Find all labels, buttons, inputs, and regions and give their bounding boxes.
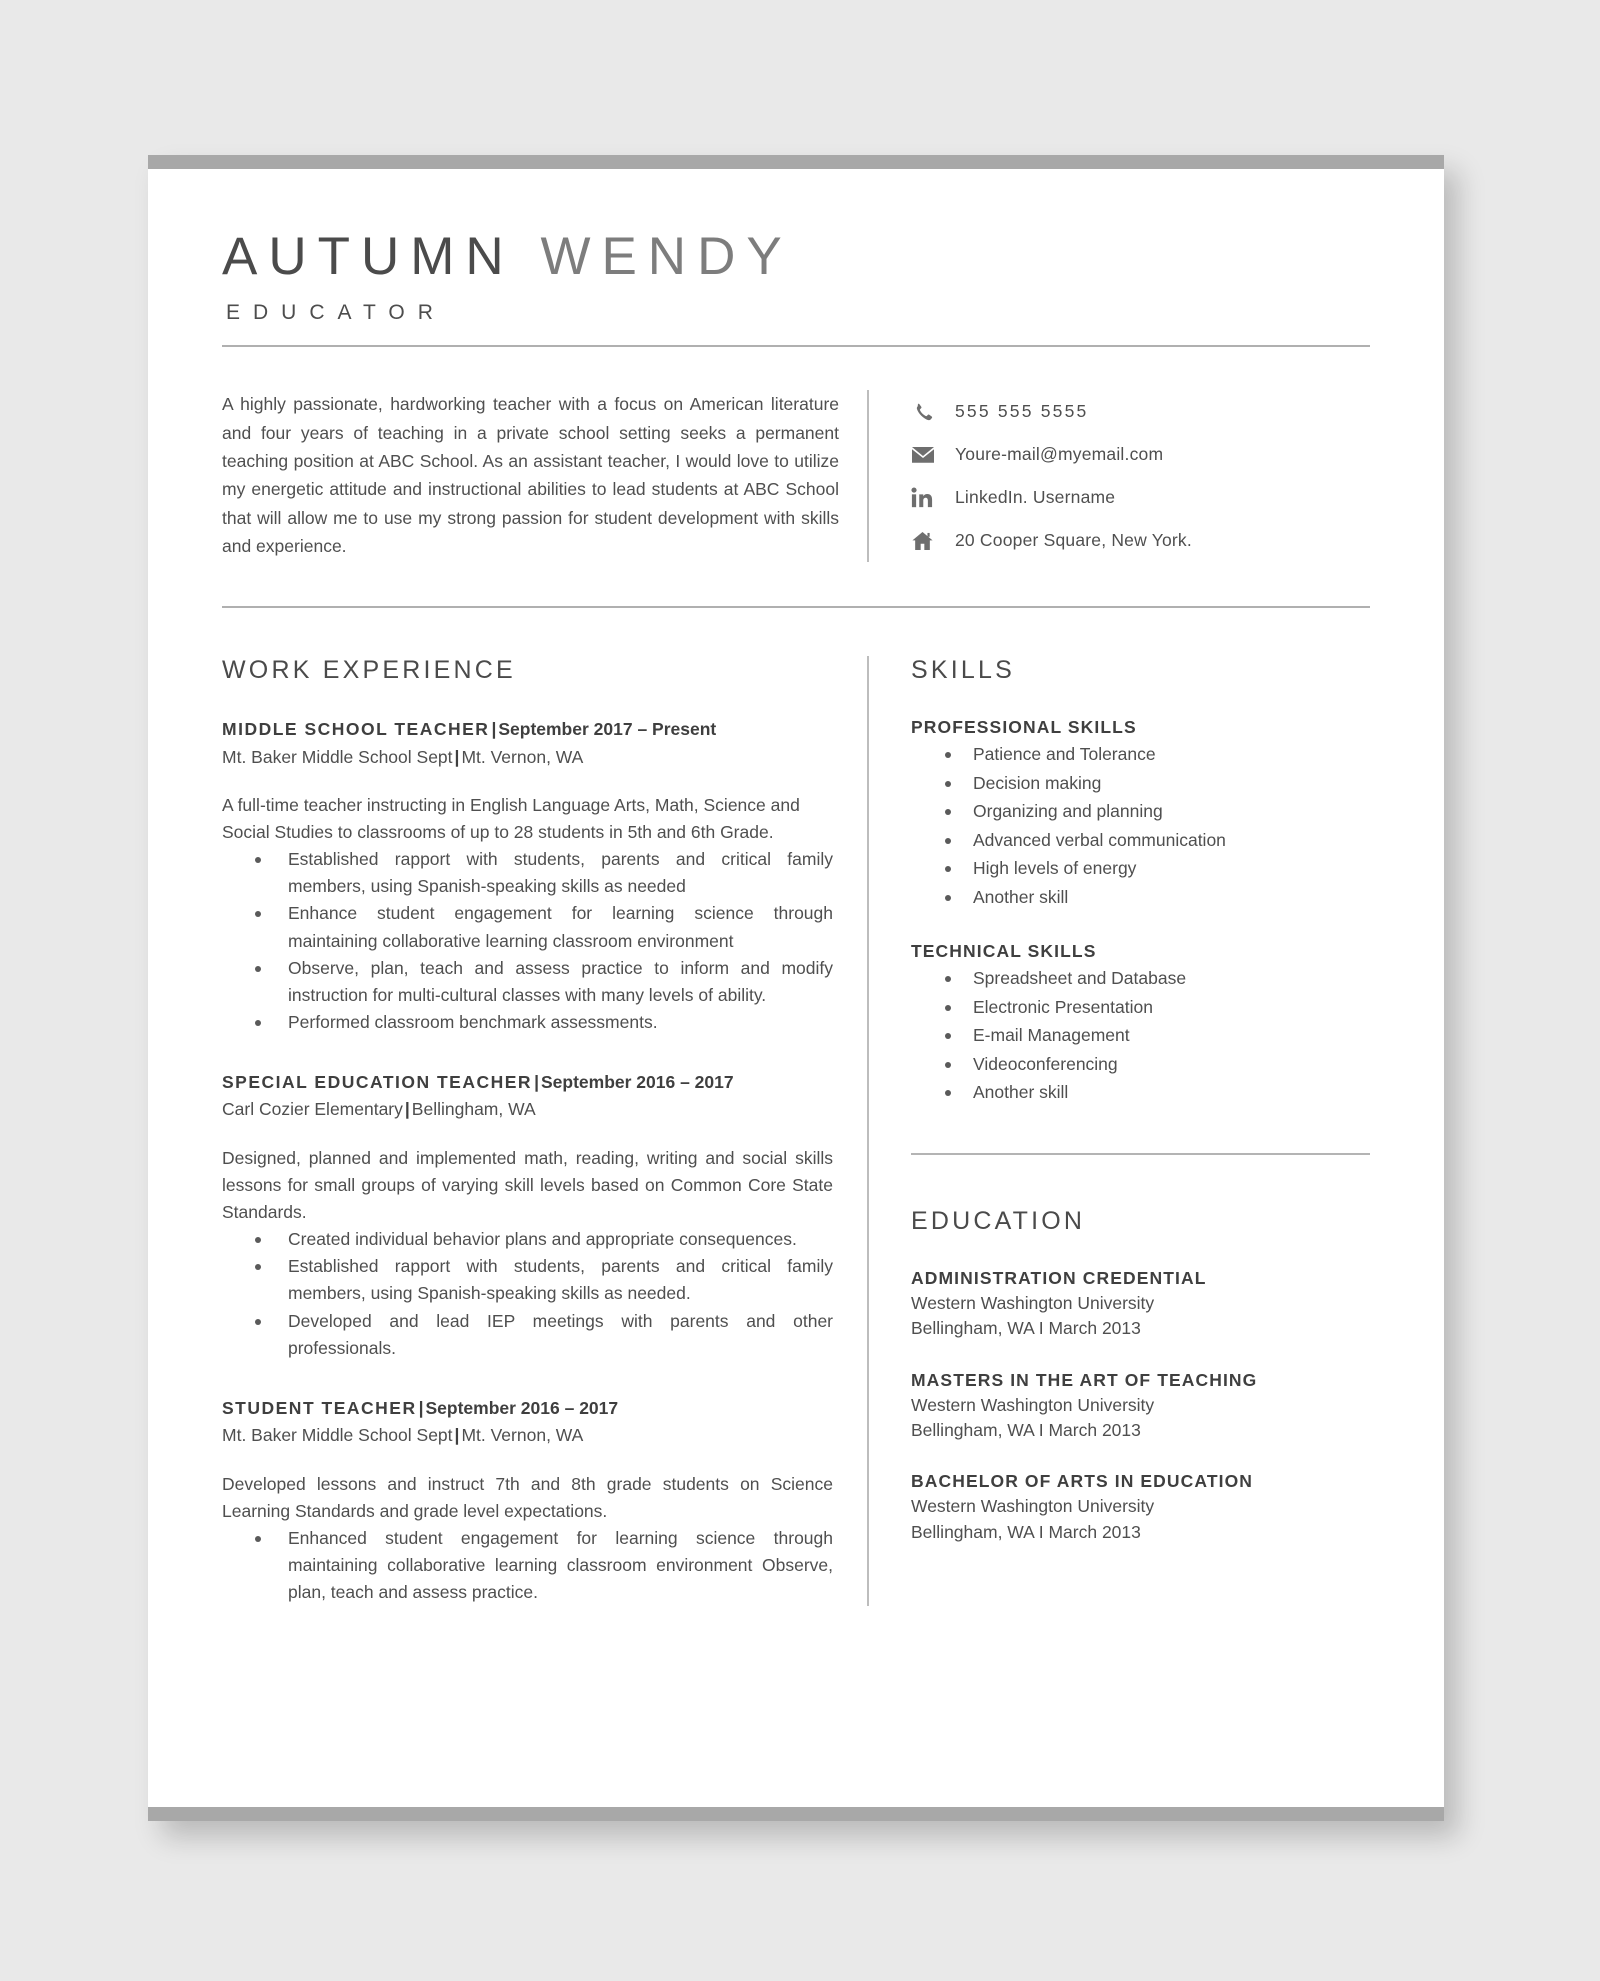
skill-item: Spreadsheet and Database <box>911 964 1370 993</box>
summary-contact-row <box>222 390 1370 562</box>
job-location-separator: | <box>454 1425 460 1446</box>
contact-item-linkedin[interactable] <box>911 476 1370 519</box>
skill-item: Another skill <box>911 883 1370 912</box>
education-detail: Bellingham, WA I March 2013 <box>911 1419 1141 1440</box>
job-title <box>222 717 833 742</box>
work-experience-title: WORK EXPERIENCE <box>222 656 516 685</box>
linkedin-icon <box>911 487 945 509</box>
skills-education-column <box>867 656 1370 1606</box>
education-degree: MASTERS IN THE ART OF TEACHING <box>911 1369 1258 1390</box>
education-school: Western Washington University <box>911 1292 1155 1313</box>
job-dates: September 2016 – 2017 <box>425 1397 619 1418</box>
job-company: Mt. Baker Middle School Sept <box>222 746 453 767</box>
skill-group-technical <box>911 941 1370 1107</box>
skill-item: Videoconferencing <box>911 1050 1370 1079</box>
job-dates: September 2016 – 2017 <box>540 1072 734 1093</box>
skill-item: Patience and Tolerance <box>911 740 1370 769</box>
contact-phone-value: 555 555 5555 <box>955 401 1089 422</box>
skills-education-divider <box>911 1153 1370 1155</box>
job-separator: | <box>418 1397 424 1418</box>
job-company: Carl Cozier Elementary <box>222 1099 403 1120</box>
job-location-separator: | <box>454 746 460 767</box>
education-entry <box>911 1268 1370 1342</box>
education-entry <box>911 1370 1370 1444</box>
skill-group-professional <box>911 717 1370 911</box>
job-separator: | <box>491 719 497 740</box>
skills-title: SKILLS <box>911 656 1015 685</box>
job-bullets <box>222 1525 833 1606</box>
work-experience-column <box>222 656 867 1606</box>
home-icon <box>911 530 945 552</box>
education-detail: Bellingham, WA I March 2013 <box>911 1318 1141 1339</box>
envelope-icon <box>911 446 945 464</box>
job-bullet: Created individual behavior plans and appropriate consequences. <box>222 1226 833 1253</box>
job-company-location <box>222 745 833 770</box>
education-entry <box>911 1471 1370 1545</box>
contact-item-address[interactable] <box>911 519 1370 562</box>
education-degree: BACHELOR OF ARTS IN EDUCATION <box>911 1471 1254 1492</box>
job-entry <box>222 1070 833 1362</box>
job-description: Designed, planned and implemented math, reading, writing and social skills lessons for small groups of varying skill levels based on Common Core State Standards. <box>222 1147 833 1223</box>
job-location-separator: | <box>404 1099 410 1120</box>
skill-group-heading: TECHNICAL SKILLS <box>911 941 1097 962</box>
job-location: Bellingham, WA <box>411 1099 536 1120</box>
job-bullet: Performed classroom benchmark assessments. <box>222 1009 833 1036</box>
job-role: MIDDLE SCHOOL TEACHER <box>222 719 490 740</box>
job-bullets <box>222 1226 833 1362</box>
job-bullet: Established rapport with students, parents and critical family members, using Spanish-speaking skills as needed <box>222 846 833 900</box>
job-entry <box>222 717 833 1036</box>
section-divider <box>222 606 1370 608</box>
contact-item-phone[interactable] <box>911 390 1370 433</box>
job-location: Mt. Vernon, WA <box>461 746 584 767</box>
skill-list <box>911 740 1370 911</box>
candidate-role: EDUCATOR <box>226 301 446 325</box>
job-description: A full-time teacher instructing in English Language Arts, Math, Science and Social Studies to classrooms of up to 28 students in 5th and 6th Grade. <box>222 794 800 843</box>
job-title <box>222 1396 833 1421</box>
skill-item: Organizing and planning <box>911 797 1370 826</box>
job-location: Mt. Vernon, WA <box>461 1425 584 1446</box>
contact-email-value: Youre-mail@myemail.com <box>955 444 1164 465</box>
skill-group-heading: PROFESSIONAL SKILLS <box>911 717 1137 738</box>
main-columns <box>222 656 1370 1606</box>
job-company: Mt. Baker Middle School Sept <box>222 1425 453 1446</box>
education-school: Western Washington University <box>911 1496 1155 1517</box>
job-bullet: Established rapport with students, parents and critical family members, using Spanish-speaking skills as needed. <box>222 1253 833 1307</box>
page-top-bar <box>148 155 1444 169</box>
job-separator: | <box>534 1072 539 1093</box>
job-role: SPECIAL EDUCATION TEACHER <box>222 1072 533 1093</box>
job-entry <box>222 1396 833 1606</box>
job-description: Developed lessons and instruct 7th and 8th grade students on Science Learning Standards and grade level expectations. <box>222 1473 833 1521</box>
job-company-location <box>222 1097 833 1122</box>
skill-item: E-mail Management <box>911 1021 1370 1050</box>
profile-summary: A highly passionate, hardworking teacher with a focus on American literature and four years of teaching in a private school setting seeks a permanent teaching position at ABC School. As an assistant teacher, I would love to utilize my energetic attitude and instructional abilities to lead students at ABC School that will allow me to use my strong passion for student development with skills and experience. <box>222 394 839 556</box>
page-bottom-bar <box>148 1807 1444 1821</box>
skill-list <box>911 964 1370 1107</box>
job-bullet: Enhanced student engagement for learning science through maintaining collaborative learning classroom environment Observe, plan, teach and assess practice. <box>222 1525 833 1606</box>
job-title <box>222 1070 833 1095</box>
job-bullet: Developed and lead IEP meetings with parents and other professionals. <box>222 1308 833 1362</box>
contact-item-email[interactable] <box>911 433 1370 476</box>
contact-list <box>867 390 1370 562</box>
skill-item: Another skill <box>911 1078 1370 1107</box>
resume-page <box>148 155 1444 1821</box>
skill-item: Advanced verbal communication <box>911 826 1370 855</box>
candidate-first-name: AUTUMN <box>222 227 515 286</box>
contact-linkedin-value: LinkedIn. Username <box>955 487 1116 508</box>
job-bullets <box>222 846 833 1036</box>
page-content <box>148 169 1444 1807</box>
job-bullet: Enhance student engagement for learning science through maintaining collaborative learning classroom environment <box>222 900 833 954</box>
education-degree: ADMINISTRATION CREDENTIAL <box>911 1267 1207 1288</box>
phone-icon <box>911 401 945 423</box>
education-detail: Bellingham, WA I March 2013 <box>911 1521 1141 1542</box>
job-company-location <box>222 1423 833 1448</box>
job-dates: September 2017 – Present <box>498 719 717 740</box>
skill-item: Decision making <box>911 769 1370 798</box>
candidate-last-name: WENDY <box>540 227 793 286</box>
contact-address-value: 20 Cooper Square, New York. <box>955 530 1192 551</box>
resume-header <box>222 169 1370 347</box>
header-divider <box>222 345 1370 347</box>
job-bullet: Observe, plan, teach and assess practice to inform and modify instruction for multi-cultural classes with many levels of ability. <box>222 955 833 1009</box>
job-role: STUDENT TEACHER <box>222 1397 417 1418</box>
skill-item: Electronic Presentation <box>911 993 1370 1022</box>
education-school: Western Washington University <box>911 1394 1155 1415</box>
education-title: EDUCATION <box>911 1206 1086 1235</box>
skill-item: High levels of energy <box>911 854 1370 883</box>
candidate-name <box>222 229 1370 285</box>
